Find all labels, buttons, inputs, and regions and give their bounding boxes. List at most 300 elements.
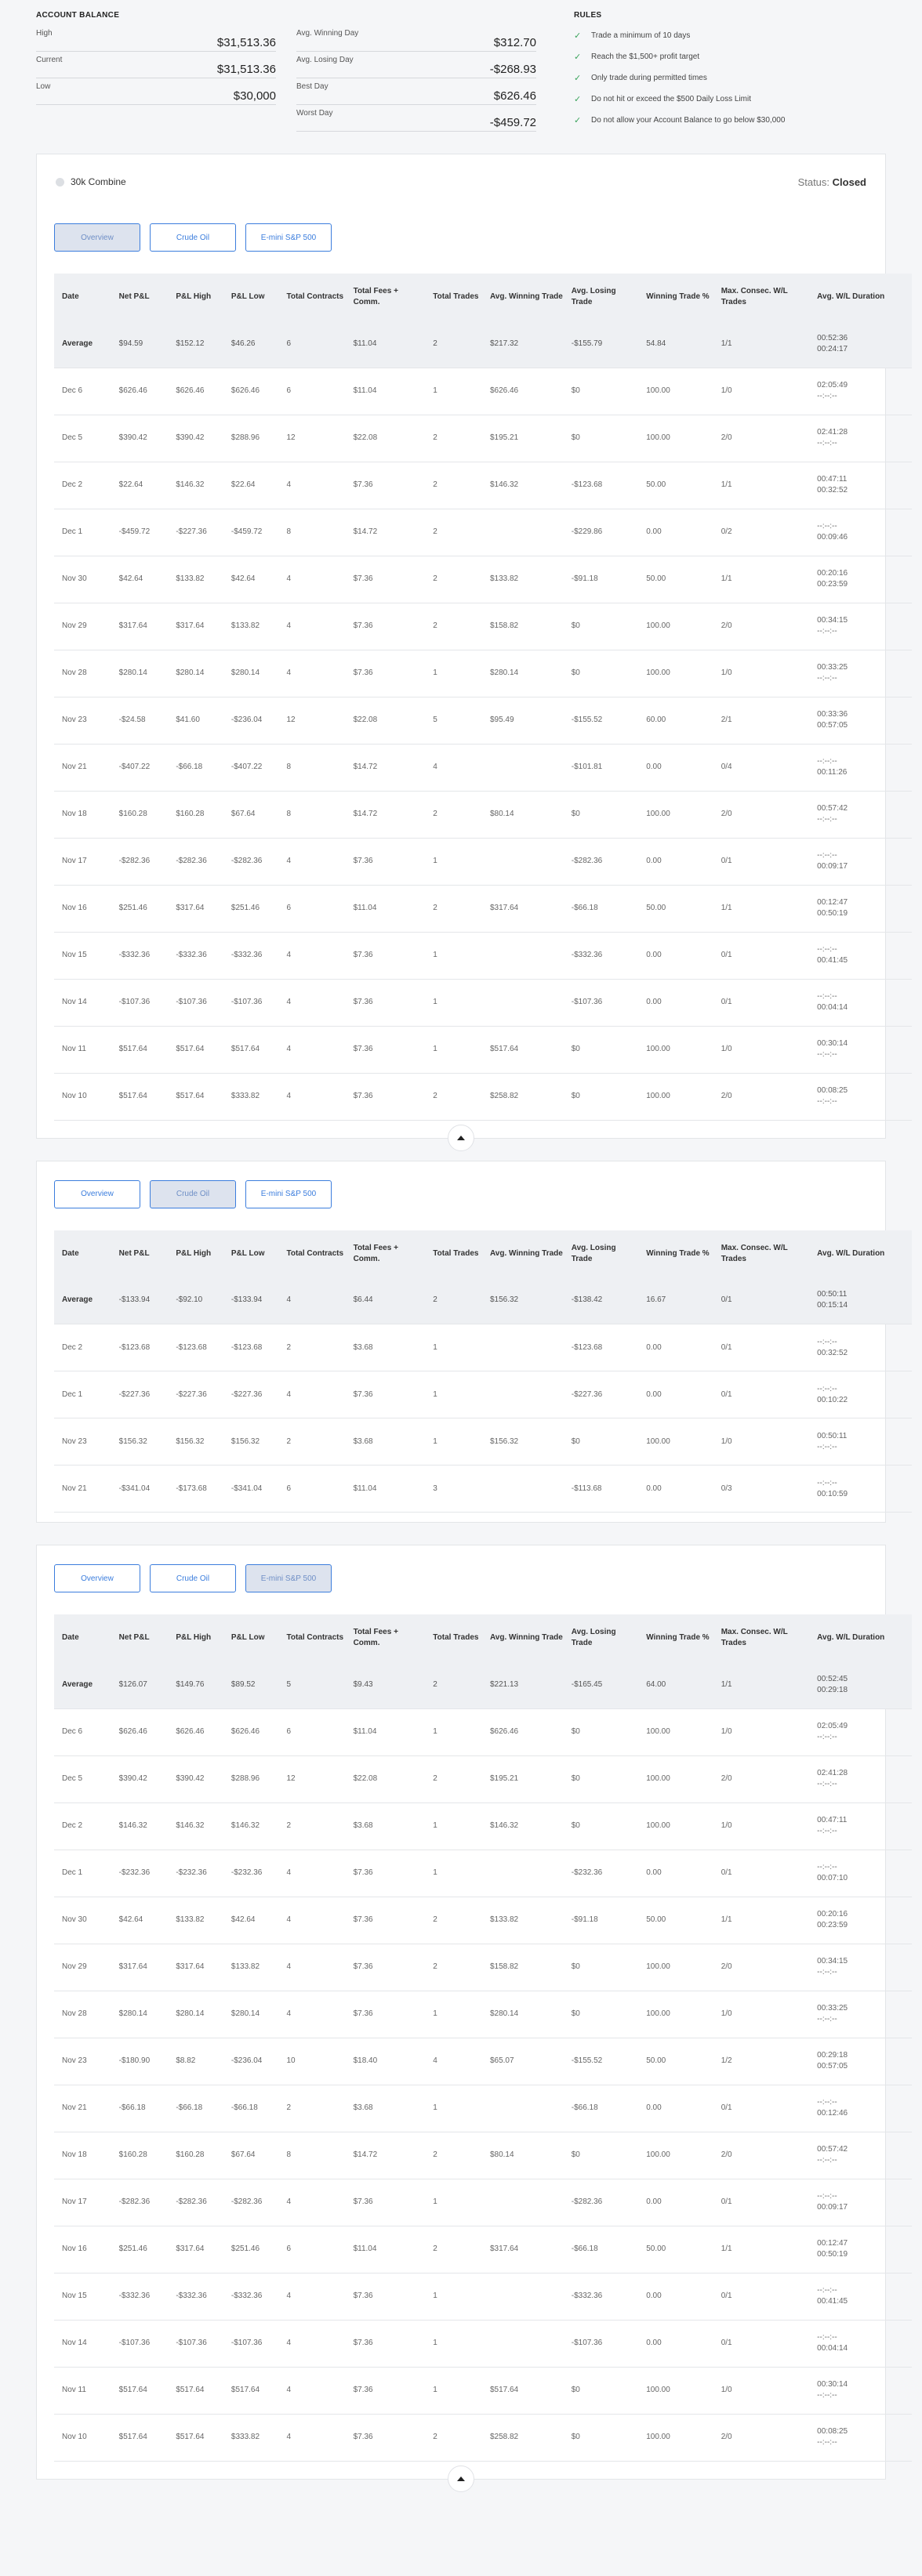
- table-cell: 100.00: [638, 791, 713, 838]
- loss-duration: 00:09:46: [817, 533, 848, 542]
- table-cell: -$107.36: [564, 2320, 638, 2367]
- table-cell: 2/0: [713, 415, 809, 462]
- table-cell: [482, 2273, 564, 2320]
- row-spacer: [889, 885, 912, 932]
- table-cell: $333.82: [223, 1073, 279, 1120]
- table-cell: $0: [564, 415, 638, 462]
- table-cell: $317.64: [111, 1944, 169, 1991]
- table-row: [54, 1466, 912, 1513]
- column-header: Avg. Losing Trade: [571, 287, 616, 306]
- win-duration: 00:12:47: [817, 898, 848, 907]
- table-row: [54, 885, 912, 932]
- rule-item: [574, 46, 886, 67]
- table-cell: -$332.36: [223, 932, 279, 979]
- table-header-row: [54, 1230, 912, 1277]
- table-cell: $517.64: [111, 2367, 169, 2414]
- table-cell: $7.36: [346, 1026, 426, 1073]
- table-cell: -$138.42: [564, 1277, 638, 1324]
- table-cell: 1/0: [713, 1802, 809, 1850]
- table-cell: Nov 30: [54, 1897, 111, 1944]
- column-header: P&L Low: [230, 1248, 265, 1258]
- table-cell: -$66.18: [223, 2085, 279, 2132]
- table-cell: 4: [278, 1944, 345, 1991]
- table-cell: 4: [278, 1026, 345, 1073]
- row-spacer: [889, 2179, 912, 2226]
- table-cell: [482, 932, 564, 979]
- table-cell: Nov 17: [54, 838, 111, 885]
- table-cell: 0.00: [638, 1324, 713, 1371]
- table-cell: Nov 23: [54, 2038, 111, 2085]
- table-cell: 1: [425, 932, 482, 979]
- loss-duration: 00:41:45: [817, 956, 848, 965]
- row-spacer: [889, 2085, 912, 2132]
- duration-cell: [809, 603, 889, 650]
- table-cell: $156.32: [482, 1277, 564, 1324]
- table-row: [54, 368, 912, 415]
- table-cell: -$24.58: [111, 697, 169, 744]
- table-cell: -$123.68: [564, 462, 638, 509]
- tab-overview[interactable]: Overview: [54, 1564, 140, 1592]
- column-header: Total Trades: [433, 292, 479, 301]
- table-row: [54, 462, 912, 509]
- table-header-row: [54, 1614, 912, 1661]
- table-cell: -$332.36: [564, 932, 638, 979]
- table-cell: -$227.36: [111, 1371, 169, 1418]
- table-row: [54, 1026, 912, 1073]
- row-spacer: [889, 1708, 912, 1755]
- table-cell: Dec 6: [54, 1708, 111, 1755]
- table-cell: $7.36: [346, 462, 426, 509]
- table-cell: $14.72: [346, 509, 426, 556]
- rule-text: Reach the $1,500+ profit target: [591, 53, 700, 61]
- duration-cell: [809, 2179, 889, 2226]
- table-cell: 4: [278, 1277, 345, 1324]
- table-cell: [482, 2179, 564, 2226]
- day-stats-spacer: [296, 11, 536, 25]
- table-cell: -$173.68: [168, 1466, 223, 1513]
- table-cell: 0/1: [713, 1277, 809, 1324]
- loss-duration: 00:07:10: [817, 1874, 848, 1882]
- table-cell: Nov 14: [54, 2320, 111, 2367]
- loss-duration: --:--:--: [817, 627, 837, 636]
- duration-cell: [809, 2273, 889, 2320]
- table-cell: $133.82: [168, 556, 223, 603]
- table-cell: 2: [425, 462, 482, 509]
- table-cell: 0.00: [638, 1850, 713, 1897]
- table-cell: $280.14: [168, 650, 223, 697]
- loss-duration: 00:57:05: [817, 721, 848, 730]
- table-cell: 54.84: [638, 321, 713, 368]
- table-cell: 2: [425, 415, 482, 462]
- column-header: Max. Consec. W/L Trades: [721, 1628, 788, 1647]
- duration-cell: [809, 744, 889, 791]
- table-cell: 0.00: [638, 979, 713, 1026]
- duration-cell: [809, 1371, 889, 1418]
- table-cell: $67.64: [223, 791, 279, 838]
- check-icon: ✓: [574, 53, 582, 62]
- column-header: P&L Low: [230, 292, 265, 301]
- table-cell: $288.96: [223, 1755, 279, 1802]
- table-cell: 1/1: [713, 321, 809, 368]
- table-cell: $133.82: [482, 556, 564, 603]
- table-row: [54, 1991, 912, 2038]
- table-cell: 1/0: [713, 650, 809, 697]
- table-cell: $280.14: [223, 650, 279, 697]
- collapse-toggle[interactable]: [448, 1125, 474, 1151]
- win-duration: 00:33:25: [817, 2004, 848, 2013]
- duration-cell: [809, 650, 889, 697]
- table-cell: Nov 18: [54, 2132, 111, 2179]
- table-row: [54, 603, 912, 650]
- table-cell: -$107.36: [564, 979, 638, 1026]
- table-cell: $0: [564, 603, 638, 650]
- table-cell: 3: [425, 1466, 482, 1513]
- tab-crude-oil[interactable]: Crude Oil: [150, 223, 236, 252]
- duration-cell: [809, 2320, 889, 2367]
- loss-duration: 00:57:05: [817, 2062, 848, 2071]
- table-row: [54, 1802, 912, 1850]
- table-row: [54, 838, 912, 885]
- check-icon: ✓: [574, 116, 582, 125]
- table-cell: 0.00: [638, 2179, 713, 2226]
- loss-duration: 00:04:14: [817, 1003, 848, 1012]
- balance-value: -$268.93: [489, 63, 536, 76]
- balance-row: [296, 25, 536, 52]
- loss-duration: 00:24:17: [817, 344, 848, 353]
- table-cell: $317.64: [111, 603, 169, 650]
- table-cell: 2: [425, 1755, 482, 1802]
- table-cell: $146.32: [482, 1802, 564, 1850]
- table-cell: [482, 1371, 564, 1418]
- balance-row: [296, 78, 536, 105]
- column-header: P&L Low: [230, 1633, 265, 1642]
- table-cell: -$282.36: [564, 2179, 638, 2226]
- table-cell: 4: [278, 603, 345, 650]
- table-cell: Dec 2: [54, 1324, 111, 1371]
- table-cell: $3.68: [346, 2085, 426, 2132]
- loss-duration: --:--:--: [817, 439, 837, 447]
- duration-cell: [809, 1755, 889, 1802]
- tab-crude-oil[interactable]: Crude Oil: [150, 1180, 236, 1208]
- table-cell: 4: [278, 556, 345, 603]
- tab-overview[interactable]: Overview: [54, 1180, 140, 1208]
- table-cell: -$232.36: [168, 1850, 223, 1897]
- table-cell: -$123.68: [168, 1324, 223, 1371]
- table-cell: 100.00: [638, 2414, 713, 2461]
- table-cell: $42.64: [111, 1897, 169, 1944]
- table-cell: $7.36: [346, 2179, 426, 2226]
- win-duration: --:--:--: [817, 2192, 837, 2201]
- row-spacer: [889, 1755, 912, 1802]
- table-cell: -$407.22: [223, 744, 279, 791]
- table-cell: 4: [278, 979, 345, 1026]
- table-cell: 4: [278, 2320, 345, 2367]
- table-cell: $7.36: [346, 2320, 426, 2367]
- table-cell: $11.04: [346, 885, 426, 932]
- table-cell: -$101.81: [564, 744, 638, 791]
- status-label: Status:: [797, 176, 830, 188]
- table-row: [54, 2273, 912, 2320]
- table-cell: $251.46: [111, 2226, 169, 2273]
- column-header-spacer: [889, 274, 912, 321]
- tab-overview[interactable]: Overview: [54, 223, 140, 252]
- duration-cell: [809, 1277, 889, 1324]
- table-cell: $80.14: [482, 2132, 564, 2179]
- table-cell: $195.21: [482, 1755, 564, 1802]
- table-cell: $94.59: [111, 321, 169, 368]
- table-cell: Dec 6: [54, 368, 111, 415]
- table-cell: $146.32: [223, 1802, 279, 1850]
- table-cell: -$165.45: [564, 1661, 638, 1708]
- table-cell: $626.46: [111, 1708, 169, 1755]
- tab-crude-oil[interactable]: Crude Oil: [150, 1564, 236, 1592]
- balance-row: [36, 52, 276, 78]
- table-cell: $251.46: [111, 885, 169, 932]
- table-cell: -$66.18: [564, 2085, 638, 2132]
- column-header: Date: [62, 1248, 79, 1258]
- table-cell: $217.32: [482, 321, 564, 368]
- win-duration: --:--:--: [817, 1478, 837, 1487]
- column-header: Total Fees + Comm.: [353, 287, 398, 306]
- table-cell: 0.00: [638, 2320, 713, 2367]
- table-cell: 12: [278, 697, 345, 744]
- table-cell: 0/4: [713, 744, 809, 791]
- table-cell: Nov 15: [54, 932, 111, 979]
- row-spacer: [889, 650, 912, 697]
- win-duration: 00:08:25: [817, 1086, 848, 1095]
- table-cell: $626.46: [168, 1708, 223, 1755]
- table-cell: 2: [278, 1418, 345, 1466]
- table-cell: $626.46: [482, 368, 564, 415]
- table-cell: 1: [425, 1371, 482, 1418]
- balance-label: Avg. Winning Day: [296, 29, 359, 38]
- table-cell: Dec 1: [54, 1371, 111, 1418]
- table-cell: -$227.36: [168, 509, 223, 556]
- table-cell: $158.82: [482, 603, 564, 650]
- table-cell: $156.32: [111, 1418, 169, 1466]
- table-cell: 1: [425, 1991, 482, 2038]
- table-cell: -$180.90: [111, 2038, 169, 2085]
- win-duration: --:--:--: [817, 757, 837, 766]
- table-row: [54, 1944, 912, 1991]
- table-cell: 1/0: [713, 2367, 809, 2414]
- table-cell: 1: [425, 2179, 482, 2226]
- table-cell: -$341.04: [223, 1466, 279, 1513]
- table-cell: Nov 29: [54, 1944, 111, 1991]
- table-cell: 0/1: [713, 2179, 809, 2226]
- win-duration: 02:05:49: [817, 381, 848, 389]
- table-cell: Dec 2: [54, 462, 111, 509]
- loss-duration: 00:50:19: [817, 2250, 848, 2259]
- table-cell: Dec 1: [54, 1850, 111, 1897]
- table-cell: $22.64: [111, 462, 169, 509]
- table-cell: $7.36: [346, 1371, 426, 1418]
- table-cell: 2: [278, 1802, 345, 1850]
- account-balance-col: [36, 11, 276, 154]
- tab-emini-sp500[interactable]: E-mini S&P 500: [245, 223, 332, 252]
- stats-table: [54, 274, 912, 1121]
- win-duration: 00:33:36: [817, 710, 848, 719]
- table-cell: $280.14: [482, 650, 564, 697]
- tab-emini-sp500[interactable]: E-mini S&P 500: [245, 1564, 332, 1592]
- table-row: [54, 1850, 912, 1897]
- table-cell: -$459.72: [111, 509, 169, 556]
- table-cell: $221.13: [482, 1661, 564, 1708]
- table-cell: 5: [425, 697, 482, 744]
- table-cell: 2/0: [713, 1073, 809, 1120]
- loss-duration: --:--:--: [817, 674, 837, 683]
- table-cell: 8: [278, 744, 345, 791]
- table-cell: -$107.36: [168, 2320, 223, 2367]
- table-cell: 2/0: [713, 2414, 809, 2461]
- loss-duration: --:--:--: [817, 1827, 837, 1835]
- row-spacer: [889, 556, 912, 603]
- rule-item: [574, 110, 886, 131]
- table-cell: -$66.18: [564, 2226, 638, 2273]
- table-cell: -$123.68: [111, 1324, 169, 1371]
- row-spacer: [889, 1661, 912, 1708]
- loss-duration: --:--:--: [817, 1442, 837, 1451]
- table-cell: -$282.36: [564, 838, 638, 885]
- table-cell: $22.08: [346, 1755, 426, 1802]
- table-cell: -$91.18: [564, 1897, 638, 1944]
- table-cell: -$282.36: [223, 838, 279, 885]
- table-row: [54, 2038, 912, 2085]
- table-cell: 1: [425, 2320, 482, 2367]
- column-header: Total Fees + Comm.: [353, 1243, 398, 1263]
- table-cell: $0: [564, 1026, 638, 1073]
- table-cell: [482, 1850, 564, 1897]
- duration-cell: [809, 2038, 889, 2085]
- table-cell: $258.82: [482, 1073, 564, 1120]
- table-cell: 8: [278, 2132, 345, 2179]
- table-cell: 2: [425, 2414, 482, 2461]
- table-cell: $11.04: [346, 1466, 426, 1513]
- table-cell: $7.36: [346, 1850, 426, 1897]
- table-cell: $3.68: [346, 1802, 426, 1850]
- duration-cell: [809, 2085, 889, 2132]
- table-cell: $517.64: [482, 1026, 564, 1073]
- duration-cell: [809, 415, 889, 462]
- loss-duration: --:--:--: [817, 2438, 837, 2447]
- average-row: [54, 321, 912, 368]
- column-header: Total Fees + Comm.: [353, 1628, 398, 1647]
- loss-duration: 00:50:19: [817, 909, 848, 918]
- row-spacer: [889, 415, 912, 462]
- combine-status-dot: [56, 178, 64, 187]
- rule-text: Only trade during permitted times: [591, 74, 707, 82]
- table-cell: Nov 16: [54, 2226, 111, 2273]
- balance-label: Worst Day: [296, 109, 333, 118]
- table-cell: Nov 28: [54, 1991, 111, 2038]
- duration-cell: [809, 1418, 889, 1466]
- table-row: [54, 697, 912, 744]
- row-spacer: [889, 1897, 912, 1944]
- table-cell: $7.36: [346, 1991, 426, 2038]
- table-cell: 100.00: [638, 603, 713, 650]
- duration-cell: [809, 556, 889, 603]
- table-row: [54, 650, 912, 697]
- collapse-toggle[interactable]: [448, 2465, 474, 2492]
- table-cell: $251.46: [223, 885, 279, 932]
- table-cell: -$107.36: [168, 979, 223, 1026]
- table-row: [54, 1371, 912, 1418]
- win-duration: 00:30:14: [817, 1039, 848, 1048]
- table-cell: 100.00: [638, 2367, 713, 2414]
- table-cell: 0.00: [638, 838, 713, 885]
- table-cell: 1/0: [713, 1708, 809, 1755]
- row-spacer: [889, 838, 912, 885]
- table-cell: -$66.18: [111, 2085, 169, 2132]
- win-duration: --:--:--: [817, 1863, 837, 1871]
- column-header: Winning Trade %: [646, 1248, 710, 1258]
- table-cell: 1: [425, 1850, 482, 1897]
- table-cell: $9.43: [346, 1661, 426, 1708]
- table-cell: -$107.36: [111, 2320, 169, 2367]
- table-cell: 60.00: [638, 697, 713, 744]
- table-cell: 0/1: [713, 2085, 809, 2132]
- loss-duration: 00:10:59: [817, 1489, 848, 1498]
- table-cell: $0: [564, 1708, 638, 1755]
- row-spacer: [889, 2414, 912, 2461]
- table-cell: 6: [278, 1708, 345, 1755]
- table-cell: $317.64: [168, 885, 223, 932]
- column-header: P&L High: [176, 1633, 212, 1642]
- table-cell: 1/1: [713, 885, 809, 932]
- table-cell: -$155.52: [564, 2038, 638, 2085]
- loss-duration: 00:32:52: [817, 486, 848, 495]
- account-summary: [36, 0, 886, 154]
- win-duration: 00:20:16: [817, 569, 848, 578]
- table-cell: $14.72: [346, 744, 426, 791]
- duration-cell: [809, 509, 889, 556]
- table-cell: $390.42: [111, 1755, 169, 1802]
- table-cell: $3.68: [346, 1418, 426, 1466]
- table-cell: 50.00: [638, 1897, 713, 1944]
- row-spacer: [889, 1466, 912, 1513]
- table-cell: -$107.36: [111, 979, 169, 1026]
- combine-name: 30k Combine: [71, 176, 126, 187]
- balance-label: Low: [36, 82, 51, 91]
- table-cell: $280.14: [168, 1991, 223, 2038]
- column-header: Total Contracts: [286, 1633, 344, 1642]
- table-cell: 1/0: [713, 368, 809, 415]
- table-cell: $22.64: [223, 462, 279, 509]
- table-cell: 0/1: [713, 1850, 809, 1897]
- table-cell: Nov 15: [54, 2273, 111, 2320]
- table-cell: 0/1: [713, 932, 809, 979]
- table-cell: 100.00: [638, 1708, 713, 1755]
- column-header: Winning Trade %: [646, 292, 710, 301]
- table-cell: [482, 838, 564, 885]
- loss-duration: --:--:--: [817, 392, 837, 400]
- win-duration: --:--:--: [817, 992, 837, 1001]
- table-cell: $626.46: [223, 368, 279, 415]
- table-cell: 0.00: [638, 2085, 713, 2132]
- table-cell: 50.00: [638, 2038, 713, 2085]
- table-cell: 2: [278, 1324, 345, 1371]
- tab-emini-sp500[interactable]: E-mini S&P 500: [245, 1180, 332, 1208]
- check-icon: ✓: [574, 95, 582, 104]
- table-cell: $7.36: [346, 838, 426, 885]
- stats-panel: [36, 154, 886, 1139]
- table-cell: $146.32: [111, 1802, 169, 1850]
- table-cell: $146.32: [482, 462, 564, 509]
- table-cell: Nov 10: [54, 1073, 111, 1120]
- table-cell: 2: [425, 1073, 482, 1120]
- table-cell: 0/1: [713, 1371, 809, 1418]
- table-cell: 50.00: [638, 462, 713, 509]
